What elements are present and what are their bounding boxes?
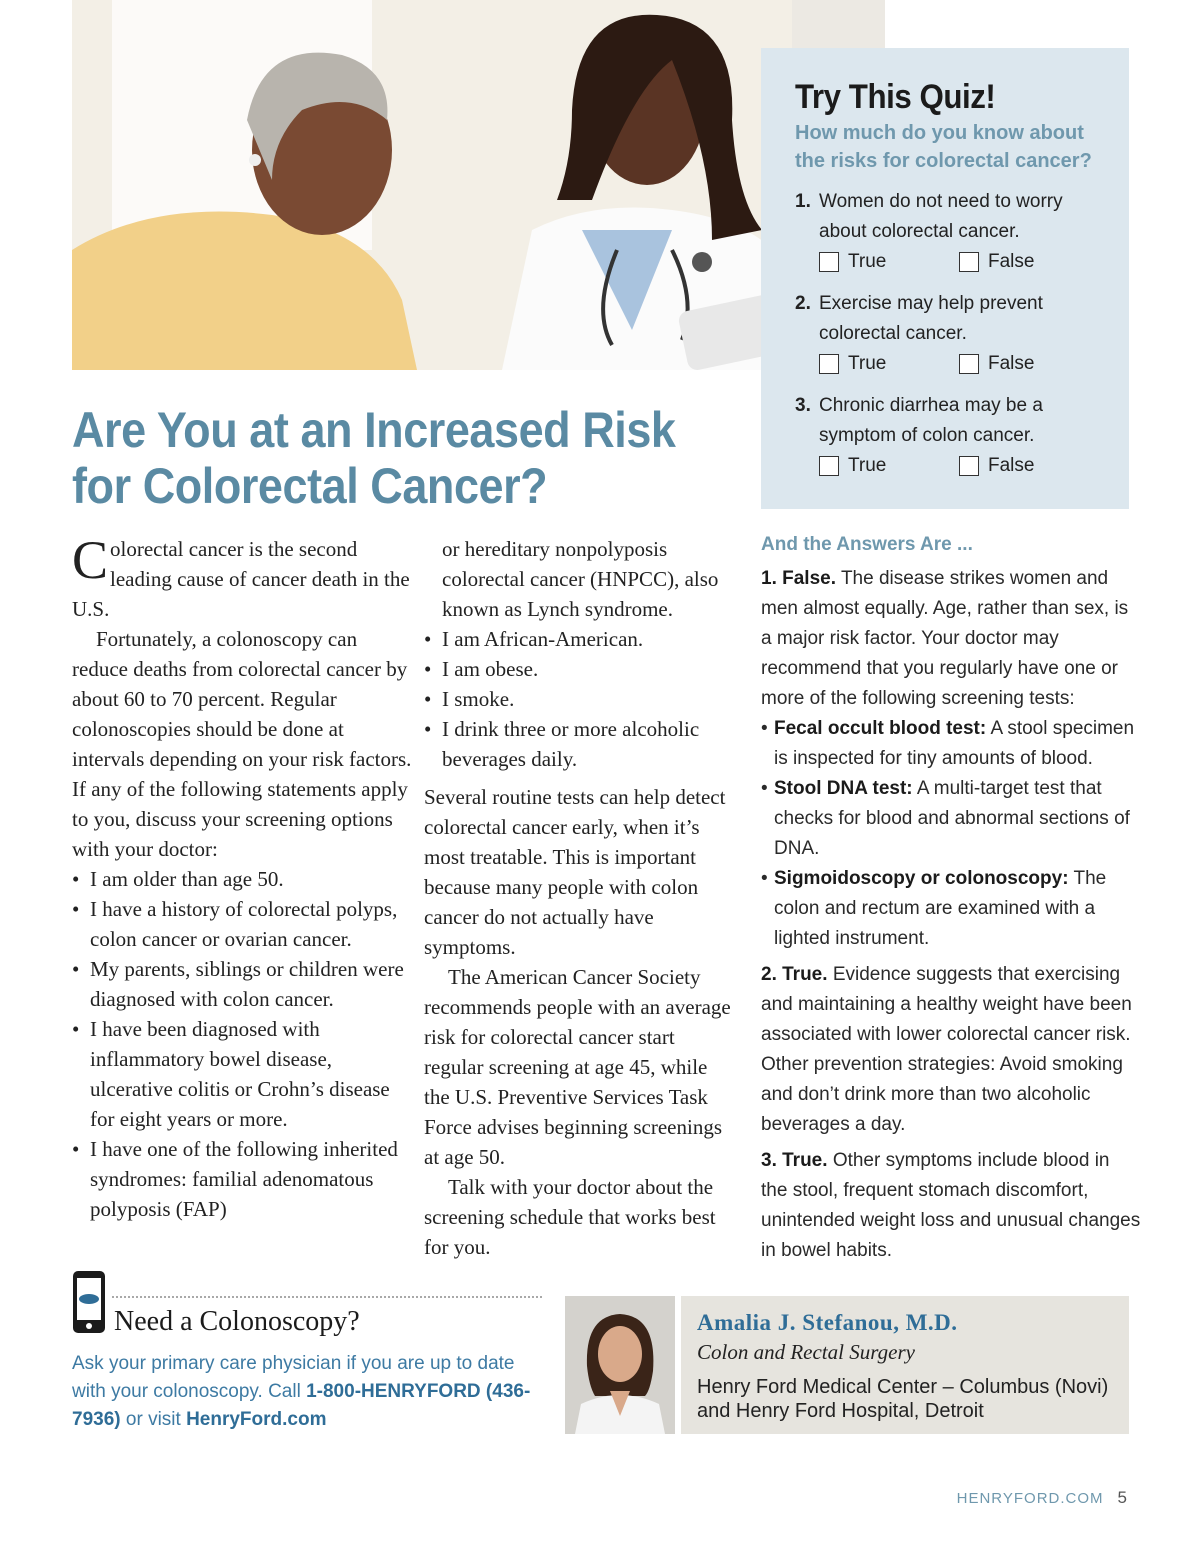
page-footer (957, 1488, 1128, 1508)
doctor-location: Henry Ford Medical Center – Columbus (Novi) and Henry Ford Hospital, Detroit (697, 1376, 1109, 1422)
answer-label: 1. False. (761, 568, 836, 589)
quiz-subtitle: How much do you know about the risks for colorectal cancer? (795, 122, 1092, 172)
answer-text: The disease strikes women and men almost equally. Age, rather than sex, is a major risk factor. Your doctor may recommend that you regularly have one or more of the following screening tests: (761, 568, 1129, 709)
risk-list (72, 864, 412, 1224)
checkbox[interactable] (819, 252, 839, 272)
doctor-photo (565, 1296, 675, 1434)
phone-icon (72, 1270, 106, 1334)
option-false[interactable] (959, 349, 1099, 379)
list-item-continued: or hereditary nonpolyposis colorectal cancer (HNPCC), also known as Lynch syndrome. (442, 537, 719, 621)
cta-title: Need a Colonoscopy? (114, 1306, 360, 1337)
option-label: False (988, 353, 1035, 374)
question-text: Chronic diarrhea may be a symptom of colon cancer. (819, 395, 1043, 446)
checkbox[interactable] (959, 456, 979, 476)
option-label: True (848, 455, 887, 476)
question-text: Women do not need to worry about colorectal cancer. (819, 191, 1063, 242)
checkbox[interactable] (959, 354, 979, 374)
risk-list (424, 624, 734, 774)
paragraph: Several routine tests can help detect colorectal cancer early, when it’s most treatable. This is important because many people with colon cancer do not actually have symptoms. (424, 785, 726, 959)
footer-site: HENRYFORD.COM (956, 1490, 1104, 1507)
answer-label: 2. True. (761, 964, 828, 985)
question-number: 2. (795, 293, 811, 314)
test-desc: A stool specimen is inspected for tiny amounts of blood. (774, 718, 1135, 769)
list-item: • I have one of the following inherited syndromes: familial adenomatous polyposis (FAP) (72, 1134, 412, 1224)
quiz-box (761, 48, 1129, 509)
list-item: • I smoke. (424, 684, 734, 714)
answer-1 (761, 564, 1141, 954)
quiz-question (795, 391, 1109, 481)
cta-site-link[interactable]: HenryFord.com (186, 1409, 327, 1430)
cta-text (72, 1350, 552, 1434)
quiz-question (795, 187, 1109, 277)
article-column-1 (72, 530, 412, 1224)
answers-title: And the Answers Are ... (761, 534, 973, 555)
test-name: Stool DNA test: (774, 778, 913, 799)
cta-text-mid: or visit (125, 1409, 181, 1430)
paragraph: Talk with your doctor about the screening schedule that works best for you. (424, 1175, 716, 1259)
answer-label: 3. True. (761, 1150, 828, 1171)
paragraph: Fortunately, a colonoscopy can reduce deaths from colorectal cancer by about 60 to 70 percent. Regular colonoscopies should be done at intervals depending on your risk factors. If any of the following statements apply to you, discuss your screening options with your doctor: (72, 627, 412, 861)
answer-3 (761, 1146, 1141, 1266)
checkbox[interactable] (819, 354, 839, 374)
answer-text: Evidence suggests that exercising and maintaining a healthy weight have been associated with lower colorectal cancer risk. Other prevention strategies: Avoid smoking and don’t drink more than two alcoholic beverages a day. (761, 964, 1132, 1135)
page-number: 5 (1117, 1488, 1128, 1507)
list-item: • I drink three or more alcoholic beverages daily. (424, 714, 734, 774)
question-number: 3. (795, 395, 811, 416)
option-label: False (988, 251, 1035, 272)
screening-tests-list (761, 714, 1141, 954)
doctor-name: Amalia J. Stefanou, M.D. (697, 1310, 958, 1335)
test-name: Fecal occult blood test: (774, 718, 987, 739)
cta-text-before: Ask your primary care physician if you are up to date with your colonoscopy. Call (72, 1353, 515, 1402)
list-item: • I have a history of colorectal polyps, colon cancer or ovarian cancer. (72, 894, 412, 954)
list-item: • I am African-American. (424, 624, 734, 654)
test-desc: The colon and rectum are examined with a lighted instrument. (774, 868, 1107, 949)
list-item: • I am older than age 50. (72, 864, 412, 894)
list-item: • I have been diagnosed with inflammatory bowel disease, ulcerative colitis or Crohn’s disease for eight years or more. (72, 1014, 412, 1134)
test-name: Sigmoidoscopy or colonoscopy: (774, 868, 1069, 889)
quiz-title: Try This Quiz! (795, 78, 996, 116)
cta-phone-link[interactable]: 1-800-HENRYFORD (436-7936) (72, 1381, 531, 1430)
list-item (761, 864, 1141, 954)
drop-cap: C (72, 530, 109, 590)
answer-text: Other symptoms include blood in the stool, frequent stomach discomfort, unintended weight loss and unusual changes in bowel habits. (761, 1150, 1141, 1261)
doctor-card (681, 1296, 1129, 1434)
option-label: True (848, 353, 887, 374)
option-true[interactable] (819, 247, 959, 277)
divider (112, 1296, 542, 1298)
quiz-answers (761, 530, 1141, 1266)
list-item (761, 714, 1141, 774)
article-headline: Are You at an Increased Risk for Colorectal Cancer? (72, 402, 676, 514)
intro-paragraph (72, 530, 412, 624)
option-label: False (988, 455, 1035, 476)
list-item: • My parents, siblings or children were diagnosed with colon cancer. (72, 954, 412, 1014)
question-number: 1. (795, 191, 811, 212)
question-text: Exercise may help prevent colorectal cancer. (819, 293, 1043, 344)
option-label: True (848, 251, 887, 272)
option-true[interactable] (819, 451, 959, 481)
test-desc: A multi-target test that checks for blood and abnormal sections of DNA. (774, 778, 1130, 859)
checkbox[interactable] (959, 252, 979, 272)
answer-2 (761, 960, 1141, 1140)
checkbox[interactable] (819, 456, 839, 476)
option-false[interactable] (959, 451, 1099, 481)
doctor-specialty: Colon and Rectal Surgery (697, 1340, 915, 1364)
list-item (761, 774, 1141, 864)
intro-text: olorectal cancer is the second leading cause of cancer death in the U.S. (72, 537, 410, 621)
list-item: • I am obese. (424, 654, 734, 684)
paragraph: The American Cancer Society recommends people with an average risk for colorectal cancer start regular screening at age 45, while the U.S. Preventive Services Task Force advises beginning screenings at age 50. (424, 965, 731, 1169)
quiz-question (795, 289, 1109, 379)
option-false[interactable] (959, 247, 1099, 277)
option-true[interactable] (819, 349, 959, 379)
article-column-2 (424, 534, 734, 1262)
